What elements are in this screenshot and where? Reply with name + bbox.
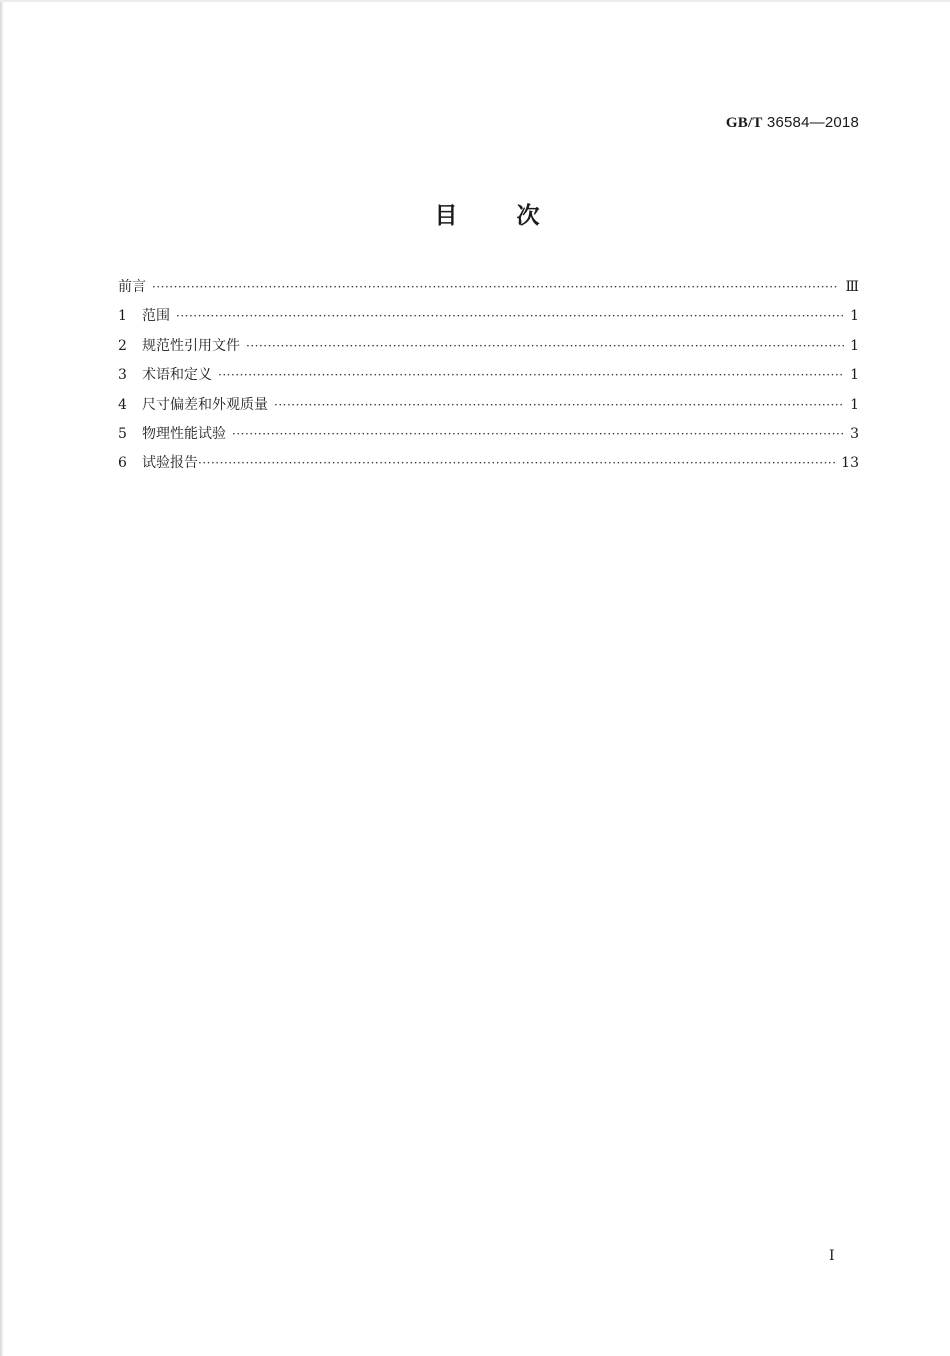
toc-entry-scope[interactable]	[118, 305, 859, 334]
toc-entry-number: 3	[118, 367, 127, 384]
toc-entry-number: 1	[118, 308, 127, 325]
toc-entry-page: 1	[850, 308, 859, 325]
toc-entry-label: 尺寸偏差和外观质量	[142, 396, 268, 413]
toc-entry-normative-references[interactable]	[118, 335, 859, 364]
toc-dot-leader	[246, 339, 844, 353]
toc-entry-label: 前言	[118, 279, 146, 295]
standard-prefix: GB/T	[725, 115, 763, 131]
toc-entry-test-report[interactable]	[118, 452, 859, 481]
toc-entry-page: 1	[850, 367, 859, 384]
standard-code: 36584—2018	[766, 114, 859, 131]
page-number: Ⅰ	[829, 1248, 835, 1264]
toc-entry-number: 2	[118, 337, 127, 354]
toc-entry-page: 1	[850, 337, 859, 354]
page-title	[0, 197, 950, 230]
toc-entry-label: 规范性引用文件	[142, 337, 240, 354]
toc-entry-page: 3	[850, 425, 859, 442]
toc-entry-label: 范围	[142, 308, 170, 325]
toc-dot-leader	[274, 398, 844, 412]
toc-entry-page: 13	[841, 455, 859, 472]
toc-entry-label: 术语和定义	[142, 367, 212, 384]
toc-dot-leader	[152, 280, 839, 294]
toc-entry-terms-definitions[interactable]	[118, 364, 859, 393]
toc-entry-physical-tests[interactable]	[118, 423, 859, 452]
toc-dot-leader	[218, 368, 844, 382]
toc-entry-foreword[interactable]	[118, 276, 859, 305]
standard-number	[726, 114, 859, 132]
toc-entry-page: Ⅲ	[845, 279, 859, 295]
table-of-contents	[118, 276, 859, 482]
toc-dot-leader	[176, 309, 844, 323]
toc-dot-leader	[232, 427, 844, 441]
title-char-1: 目	[434, 203, 459, 229]
toc-dot-leader	[198, 456, 835, 470]
toc-entry-number: 5	[118, 425, 127, 442]
toc-entry-page: 1	[850, 396, 859, 413]
title-char-2: 次	[516, 203, 541, 229]
toc-entry-number: 4	[118, 396, 127, 413]
toc-entry-number: 6	[118, 455, 127, 472]
toc-entry-label: 试验报告	[142, 455, 198, 472]
page-edge-top	[0, 0, 950, 2]
toc-entry-label: 物理性能试验	[142, 425, 226, 442]
toc-entry-dimension-deviation[interactable]	[118, 394, 859, 423]
